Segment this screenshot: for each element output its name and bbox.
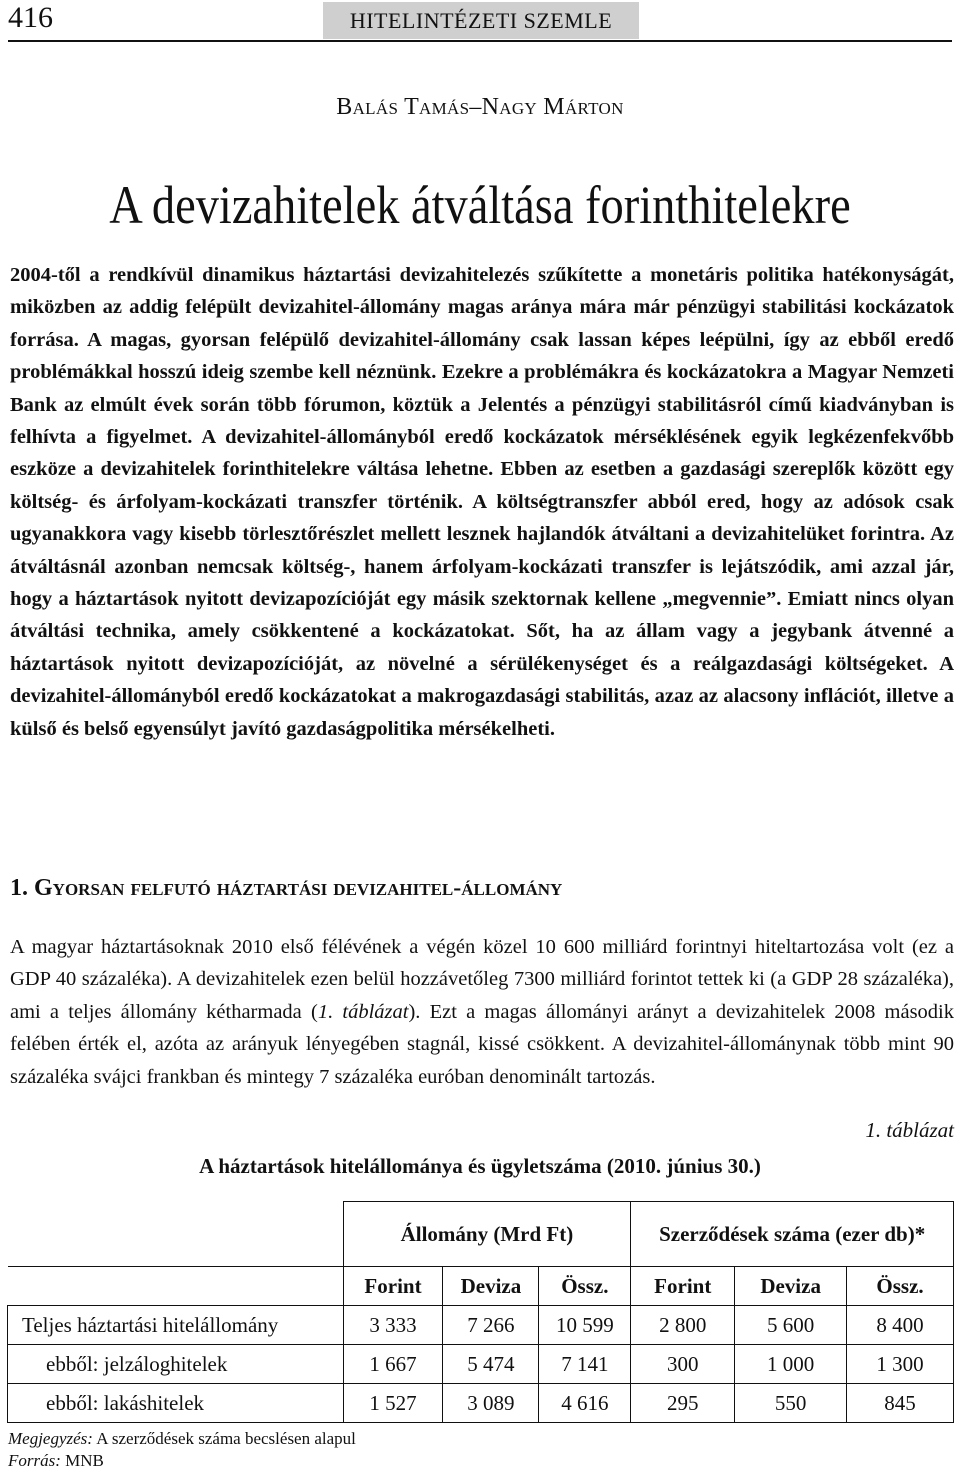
body-paragraph — [10, 931, 954, 1093]
credit-table — [7, 1201, 954, 1423]
table-cell: 4 616 — [539, 1384, 631, 1423]
page-number: 416 — [8, 1, 53, 34]
table-cell: 5 600 — [735, 1306, 847, 1345]
table-cell: 2 800 — [631, 1306, 735, 1345]
paragraph-text-2: ). Ezt a magas állományi arányt a devizahitelek 2008 második felében érték el, azóta az arányuk lényegében stagnál, kissé csökkent. A devizahitel-állománynak több mint 90 százaléka svájci frankban és mintegy 7 százaléka euróban denominált tartozás. — [10, 1000, 954, 1088]
table-cell: 3 333 — [343, 1306, 443, 1345]
table-cell: 1 667 — [343, 1345, 443, 1384]
column-header: Deviza — [735, 1267, 847, 1306]
table-row — [8, 1306, 954, 1345]
table-group-header-row — [8, 1202, 954, 1267]
table-cell: 295 — [631, 1384, 735, 1423]
column-header: Össz. — [847, 1267, 954, 1306]
article-title: A devizahitelek átváltása forinthitelekre — [109, 175, 851, 235]
table-cell: 1 000 — [735, 1345, 847, 1384]
table-cell: 7 266 — [443, 1306, 539, 1345]
table-cell: 300 — [631, 1345, 735, 1384]
table-cell: 1 527 — [343, 1384, 443, 1423]
column-header: Deviza — [443, 1267, 539, 1306]
table-source — [8, 1450, 356, 1472]
source-text: MNB — [65, 1451, 104, 1470]
source-label: Forrás: — [8, 1451, 61, 1470]
group-header-stock: Állomány (Mrd Ft) — [343, 1202, 631, 1267]
journal-title: HITELINTÉZETI SZEMLE — [323, 2, 639, 39]
note-label: Megjegyzés: — [8, 1429, 93, 1448]
abstract: 2004-től a rendkívül dinamikus háztartási devizahitelezés szűkítette a monetáris politika hatékonyságát, miközben az addig felépült devizahitel-állomány magas aránya mára már pénzügyi stabilitási kockázatok forrása. A magas, gyorsan felépülő devizahitel-állomány csak lassan képes leépülni, így az ebből eredő problémákkal hosszú ideig szembe kell néznünk. Ezekre a problémákra és kockázatokra a Magyar Nemzeti Bank az elmúlt évek során több fórumon, köztük a Jelentés a pénzügyi stabilitásról című kiadványban is felhívta a figyelmet. A devizahitel-állományból eredő kockázatok mérséklésének egyik legkézenfekvőbb eszköze a devizahitelek forinthitelekre váltása lehetne. Ebben az esetben a gazdasági szereplők között egy költség- és árfolyam-kockázati transzfer történik. A költségtranszfer abból ered, hogy az adósok csak ugyanakkora vagy kisebb törlesztőrészlet mellett lesznek hajlandók átváltani a devizahitelüket forintra. Az átváltásnál azonban nemcsak költség-, hanem árfolyam-kockázati transzfer is lejátszódik, ami azzal jár, hogy a háztartások nyitott devizapozícióját egy másik szektornak kellene „megvennie”. Emiatt nincs olyan átváltási technika, amely csökkentené a kockázatokat. Sőt, ha az állam vagy a jegybank átvenné a háztartások nyitott devizapozícióját, az növelné a sérülékenységet és a reálgazdasági költségeket. A devizahitel-állományból eredő kockázatokat a makrogazdasági stabilitás, azaz az alacsony inflációt, illetve a külső és belső egyensúlyt javító gazdaságpolitika mérsékelheti. — [10, 264, 954, 740]
row-label: ebből: lakáshitelek — [8, 1384, 344, 1423]
section-heading: 1. Gyorsan felfutó háztartási devizahitel-állomány — [10, 875, 563, 901]
column-header: Forint — [631, 1267, 735, 1306]
note-text: A szerződések száma becslésen alapul — [96, 1429, 356, 1448]
table-note — [8, 1428, 356, 1450]
table-label: 1. táblázat — [865, 1118, 954, 1142]
group-header-contracts: Szerződések száma (ezer db)* — [631, 1202, 954, 1267]
paragraph-text-1: A magyar háztartásoknak 2010 első félévének a végén közel 10 600 milliárd forintnyi hiteltartozása volt (ez a GDP 40 százaléka). A devizahitelek ezen belül hozzávetőleg 7300 milliárd forintot tettek ki (a GDP 28 százaléka), ami a teljes állomány kétharmada ( — [10, 936, 954, 1023]
table-cell: 5 474 — [443, 1345, 539, 1384]
table-cell: 10 599 — [539, 1306, 631, 1345]
table-notes — [8, 1428, 356, 1472]
column-header: Össz. — [539, 1267, 631, 1306]
table-reference: 1. táblázat — [317, 1000, 409, 1023]
row-label: ebből: jelzáloghitelek — [8, 1345, 344, 1384]
header-rule — [8, 40, 952, 42]
table-cell: 550 — [735, 1384, 847, 1423]
table-sub-header-row — [8, 1267, 954, 1306]
table-corner-cell — [8, 1202, 344, 1267]
table-cell: 8 400 — [847, 1306, 954, 1345]
table-corner-cell — [8, 1267, 344, 1306]
table-cell: 7 141 — [539, 1345, 631, 1384]
column-header: Forint — [343, 1267, 443, 1306]
table-cell: 3 089 — [443, 1384, 539, 1423]
table-row — [8, 1384, 954, 1423]
table-cell: 1 300 — [847, 1345, 954, 1384]
authors: Balás Tamás–Nagy Márton — [336, 94, 624, 120]
table-row — [8, 1345, 954, 1384]
table-title: A háztartások hitelállománya és ügyletszáma (2010. június 30.) — [199, 1154, 761, 1178]
row-label: Teljes háztartási hitelállomány — [8, 1306, 344, 1345]
table-cell: 845 — [847, 1384, 954, 1423]
